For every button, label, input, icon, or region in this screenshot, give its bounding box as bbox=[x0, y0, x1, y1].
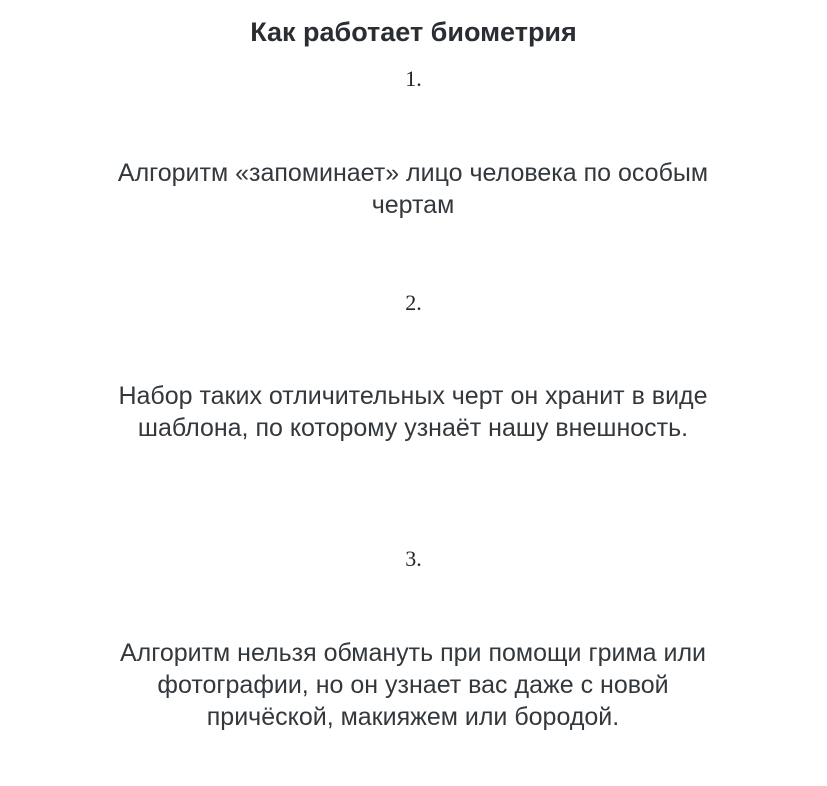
step-1-text: Алгоритм «запоминает» лицо человека по особым чертам bbox=[117, 159, 709, 219]
step-1-number: 1. bbox=[405, 66, 422, 91]
page-title: Как работает биометрия bbox=[250, 17, 577, 47]
step-2-number: 2. bbox=[405, 290, 422, 315]
step-3-text: Алгоритм нельзя обмануть при помощи грима или фотографии, но он узнает вас даже с новой причёской, макияжем или бородой. bbox=[119, 639, 707, 731]
step-2-text: Набор таких отличительных черт он хранит в виде шаблона, по которому узнаёт нашу внешность. bbox=[118, 382, 708, 442]
step-3-number: 3. bbox=[405, 546, 422, 571]
